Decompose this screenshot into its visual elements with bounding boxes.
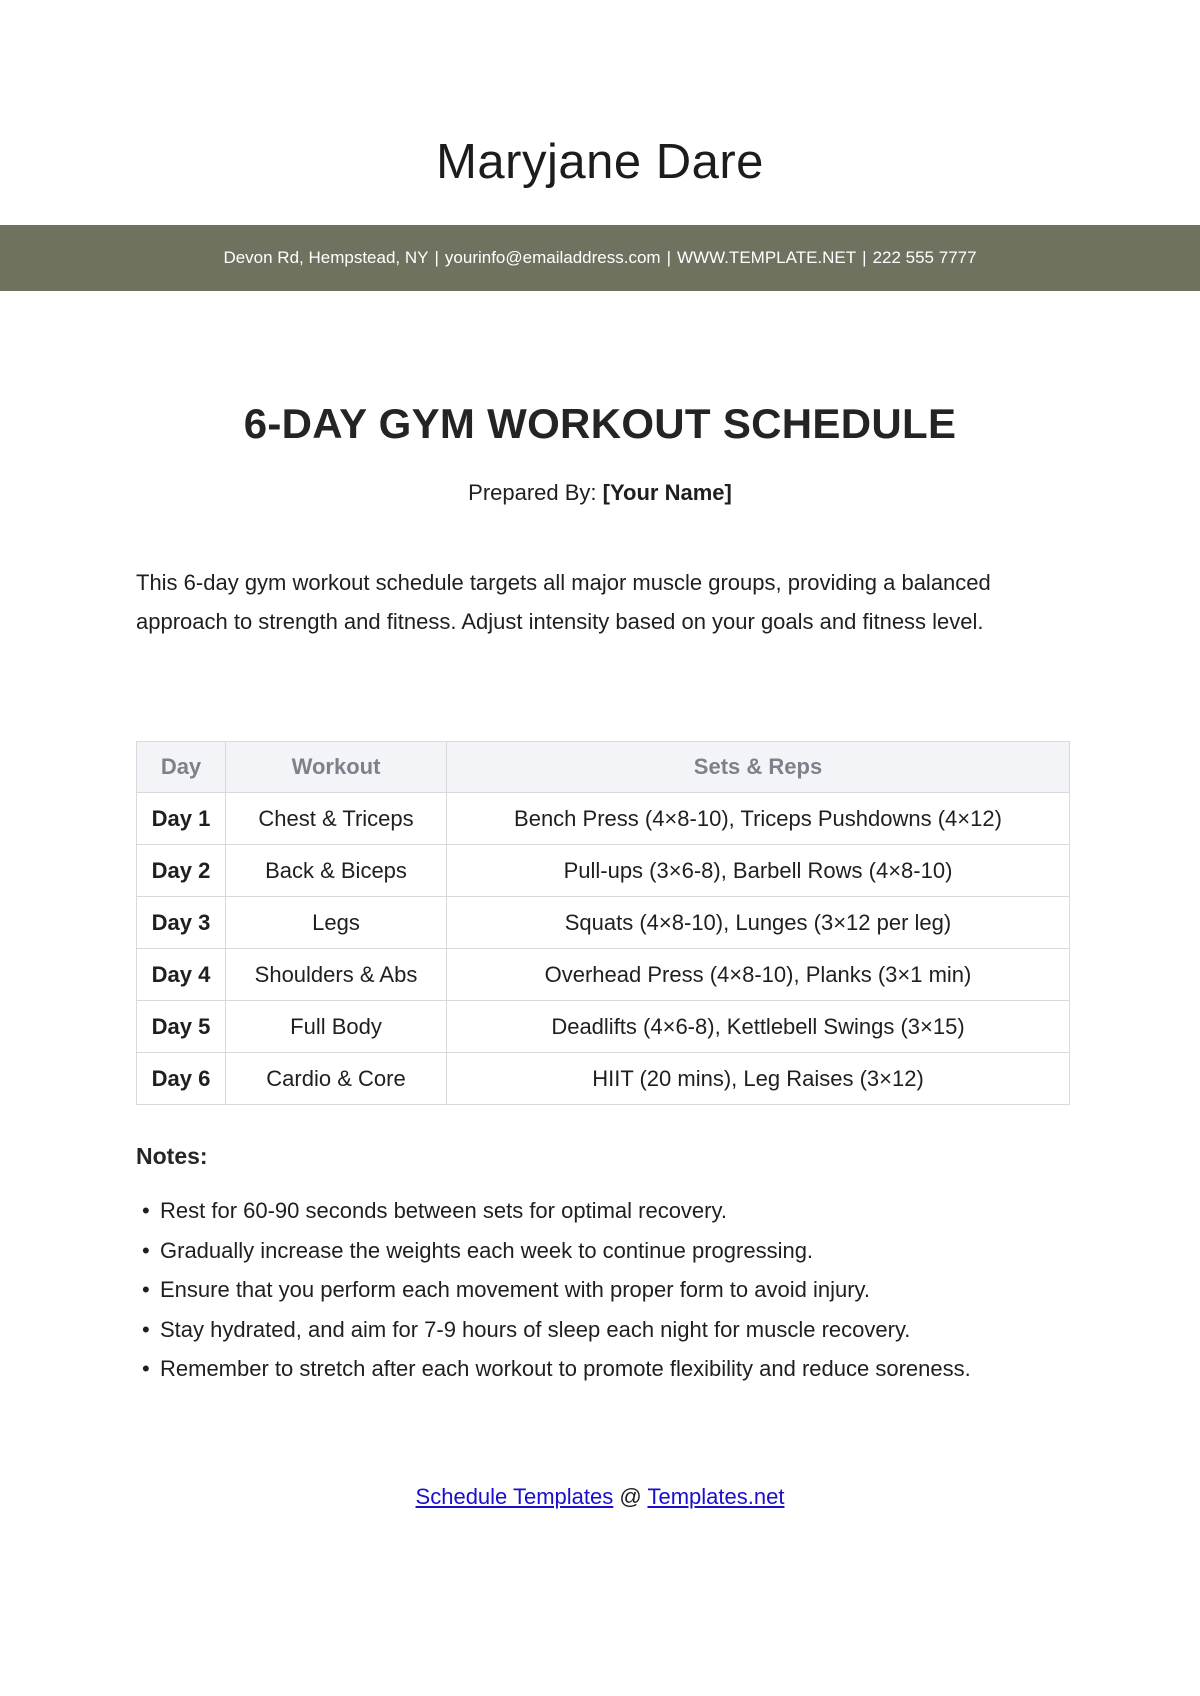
day-cell: Day 4 bbox=[137, 949, 226, 1001]
sets-reps-cell: HIIT (20 mins), Leg Raises (3×12) bbox=[447, 1053, 1070, 1105]
workout-cell: Full Body bbox=[226, 1001, 447, 1053]
list-item: • Remember to stretch after each workout to promote flexibility and reduce soreness. bbox=[136, 1349, 971, 1389]
column-header-workout: Workout bbox=[226, 742, 447, 793]
schedule-templates-link[interactable]: Schedule Templates bbox=[415, 1484, 614, 1509]
table-row bbox=[137, 793, 1070, 845]
column-header-sets-reps: Sets & Reps bbox=[447, 742, 1070, 793]
contact-separator: | bbox=[862, 248, 867, 267]
day-cell: Day 2 bbox=[137, 845, 226, 897]
day-cell: Day 1 bbox=[137, 793, 226, 845]
contact-separator: | bbox=[434, 248, 439, 267]
footer-at: @ bbox=[619, 1484, 642, 1509]
contact-bar bbox=[0, 225, 1200, 291]
table-header-row bbox=[137, 742, 1070, 793]
table-row bbox=[137, 1053, 1070, 1105]
list-item: • Rest for 60-90 seconds between sets for optimal recovery. bbox=[136, 1191, 971, 1231]
contact-address: Devon Rd, Hempstead, NY bbox=[223, 248, 429, 267]
sets-reps-cell: Pull-ups (3×6-8), Barbell Rows (4×8-10) bbox=[447, 845, 1070, 897]
table-row bbox=[137, 949, 1070, 1001]
templates-net-link[interactable]: Templates.net bbox=[647, 1484, 785, 1509]
sets-reps-cell: Squats (4×8-10), Lunges (3×12 per leg) bbox=[447, 897, 1070, 949]
table-row bbox=[137, 897, 1070, 949]
workout-cell: Legs bbox=[226, 897, 447, 949]
workout-cell: Back & Biceps bbox=[226, 845, 447, 897]
contact-email: yourinfo@emailaddress.com bbox=[444, 248, 661, 267]
workout-cell: Shoulders & Abs bbox=[226, 949, 447, 1001]
day-cell: Day 5 bbox=[137, 1001, 226, 1053]
workout-cell: Cardio & Core bbox=[226, 1053, 447, 1105]
prepared-by-value: [Your Name] bbox=[602, 480, 732, 505]
prepared-by bbox=[0, 480, 1200, 506]
footer bbox=[0, 1484, 1200, 1510]
day-cell: Day 6 bbox=[137, 1053, 226, 1105]
sets-reps-cell: Deadlifts (4×6-8), Kettlebell Swings (3×15) bbox=[447, 1001, 1070, 1053]
notes-heading: Notes: bbox=[136, 1143, 208, 1169]
sets-reps-cell: Overhead Press (4×8-10), Planks (3×1 min) bbox=[447, 949, 1070, 1001]
table-row bbox=[137, 1001, 1070, 1053]
intro-paragraph: This 6-day gym workout schedule targets all major muscle groups, providing a balanced approach to strength and fitness. Adjust intensity based on your goals and fitness level. bbox=[136, 570, 991, 634]
column-header-day: Day bbox=[137, 742, 226, 793]
list-item: • Gradually increase the weights each week to continue progressing. bbox=[136, 1231, 971, 1271]
contact-website: WWW.TEMPLATE.NET bbox=[677, 248, 857, 267]
day-cell: Day 3 bbox=[137, 897, 226, 949]
sets-reps-cell: Bench Press (4×8-10), Triceps Pushdowns (4×12) bbox=[447, 793, 1070, 845]
header-name: Maryjane Dare bbox=[436, 135, 764, 189]
list-item: • Stay hydrated, and aim for 7-9 hours of sleep each night for muscle recovery. bbox=[136, 1310, 971, 1350]
contact-separator: | bbox=[666, 248, 672, 267]
contact-phone: 222 555 7777 bbox=[872, 248, 977, 267]
table-row bbox=[137, 845, 1070, 897]
workout-cell: Chest & Triceps bbox=[226, 793, 447, 845]
workout-schedule-table bbox=[136, 741, 1070, 1105]
page-title: 6-DAY GYM WORKOUT SCHEDULE bbox=[243, 400, 957, 447]
notes-list bbox=[136, 1191, 971, 1389]
prepared-by-label: Prepared By: bbox=[468, 480, 597, 505]
list-item: • Ensure that you perform each movement with proper form to avoid injury. bbox=[136, 1270, 971, 1310]
